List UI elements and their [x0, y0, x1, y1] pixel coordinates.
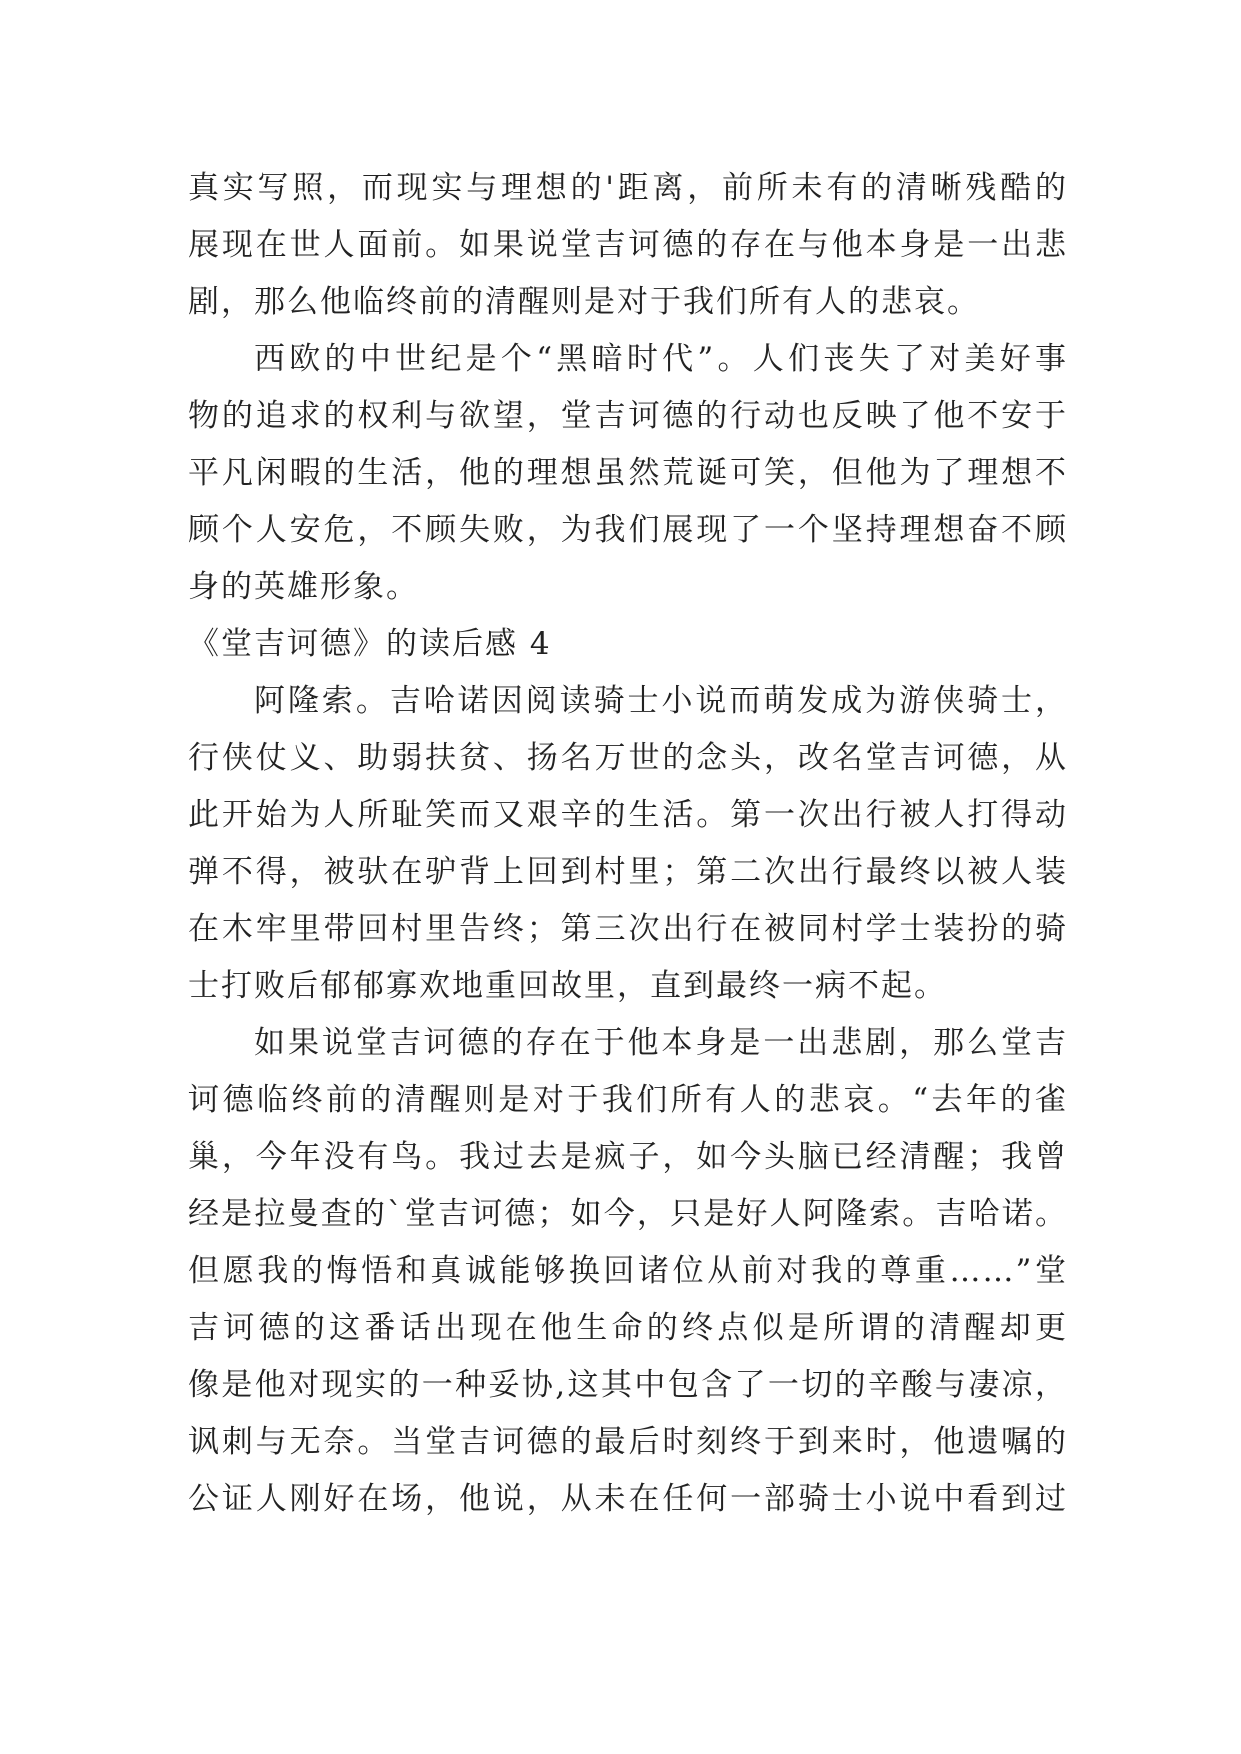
text-line: 真实写照，而现实与理想的'距离，前所未有的清晰残酷的 [188, 170, 1068, 206]
section-heading: 《堂吉诃德》的读后感 4 [188, 626, 552, 662]
paragraph-2 [188, 331, 1068, 616]
paragraph-3 [188, 673, 1068, 1015]
document-body [188, 160, 1068, 1528]
text-line: 展现在世人面前。如果说堂吉诃德的存在与他本身是一出悲 [188, 227, 1068, 263]
text-line: 物的追求的权利与欲望，堂吉诃德的行动也反映了他不安于 [188, 398, 1068, 434]
text-line: 此开始为人所耻笑而又艰辛的生活。第一次出行被人打得动 [188, 797, 1068, 833]
text-line: 在木牢里带回村里告终；第三次出行在被同村学士装扮的骑 [188, 911, 1068, 947]
text-line: 西欧的中世纪是个“黑暗时代”。人们丧失了对美好事 [254, 341, 1068, 377]
paragraph-4 [188, 1015, 1068, 1528]
paragraph-1 [188, 160, 1068, 331]
text-line: 讽刺与无奈。当堂吉诃德的最后时刻终于到来时，他遗嘱的 [188, 1424, 1068, 1460]
text-line: 如果说堂吉诃德的存在于他本身是一出悲剧，那么堂吉 [254, 1025, 1068, 1061]
text-line: 士打败后郁郁寡欢地重回故里，直到最终一病不起。 [188, 968, 947, 1004]
text-line: 行侠仗义、助弱扶贫、扬名万世的念头，改名堂吉诃德，从 [188, 740, 1068, 776]
text-line: 平凡闲暇的生活，他的理想虽然荒诞可笑，但他为了理想不 [188, 455, 1068, 491]
text-line: 公证人刚好在场，他说，从未在任何一部骑士小说中看到过 [188, 1481, 1068, 1517]
text-line: 身的英雄形象。 [188, 569, 419, 605]
text-line: 阿隆索。吉哈诺因阅读骑士小说而萌发成为游侠骑士， [254, 683, 1068, 719]
text-line: 经是拉曼查的`堂吉诃德；如今，只是好人阿隆索。吉哈诺。 [188, 1196, 1068, 1232]
text-line: 顾个人安危，不顾失败，为我们展现了一个坚持理想奋不顾 [188, 512, 1068, 548]
text-line: 吉诃德的这番话出现在他生命的终点似是所谓的清醒却更 [188, 1310, 1068, 1346]
text-line: 弹不得，被驮在驴背上回到村里；第二次出行最终以被人装 [188, 854, 1068, 890]
text-line: 像是他对现实的一种妥协,这其中包含了一切的辛酸与凄凉， [188, 1367, 1068, 1403]
text-line: 但愿我的悔悟和真诚能够换回诸位从前对我的尊重……”堂 [188, 1253, 1068, 1289]
text-line: 诃德临终前的清醒则是对于我们所有人的悲哀。“去年的雀 [188, 1082, 1068, 1118]
text-line: 巢，今年没有鸟。我过去是疯子，如今头脑已经清醒；我曾 [188, 1139, 1068, 1175]
text-line: 剧，那么他临终前的清醒则是对于我们所有人的悲哀。 [188, 284, 980, 320]
